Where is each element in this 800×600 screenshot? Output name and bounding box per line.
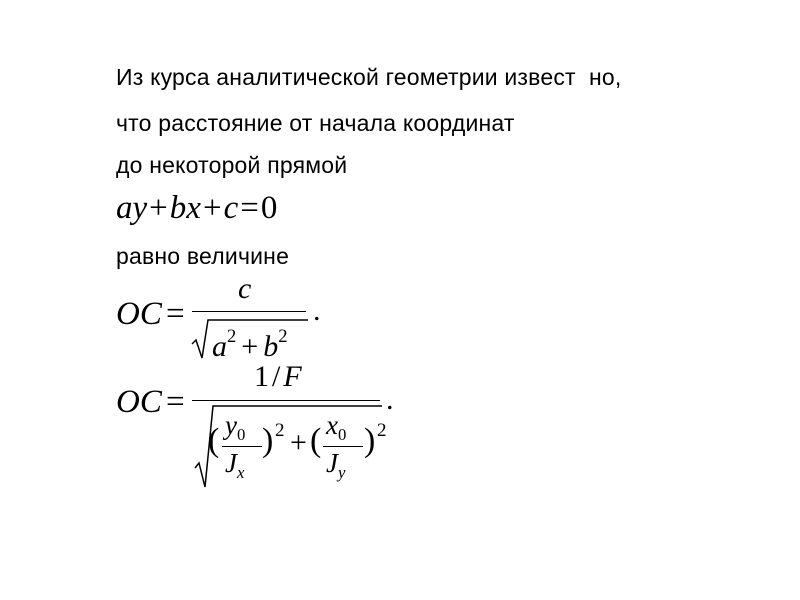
formula2-frac1-bar: [222, 446, 262, 447]
formula2-frac2-J: J: [326, 448, 338, 478]
formula1-period: .: [313, 294, 321, 327]
formula2-frac1-J: J: [225, 448, 237, 478]
formula1-den-plus: +: [241, 329, 259, 363]
line-equation: [116, 188, 277, 227]
formula2-rparen-1: ): [262, 422, 274, 459]
formula2-fraction-bar: [192, 400, 380, 401]
eq-term-ay: ay: [116, 190, 148, 226]
formula2-equals: =: [166, 384, 185, 420]
text-line-1: Из курса аналитической геометрии извест но,: [116, 64, 622, 90]
formula1-lhs: OC: [116, 296, 162, 332]
formula2-exp-1: 2: [275, 420, 285, 441]
eq-plus-1: +: [149, 190, 168, 226]
formula2-exp-2: 2: [377, 420, 387, 441]
formula2-frac1-bottom: [225, 448, 244, 483]
formula2-frac2-x: x: [326, 410, 338, 440]
formula2-rparen-2: ): [364, 422, 376, 459]
formula1-equals: =: [166, 296, 185, 332]
formula2-frac1-J-sub: x: [236, 462, 245, 482]
text-line-2: что расстояние от начала координат: [116, 110, 515, 136]
formula2-lhs: OC: [116, 384, 162, 420]
formula2-frac2-top: [326, 410, 346, 445]
formula1-den-exp-a: 2: [227, 326, 237, 347]
eq-zero: 0: [260, 190, 278, 226]
text-line-3: до некоторой прямой: [116, 152, 348, 178]
eq-plus-2: +: [202, 190, 222, 226]
formula1-den-a: a: [212, 329, 227, 363]
eq-term-bx: bx: [169, 190, 201, 226]
formula2-num-slash: /: [272, 360, 281, 393]
formula1-fraction-bar: [192, 311, 306, 312]
formula2-lparen-2: (: [310, 422, 322, 459]
formula2-frac1-y-sub: 0: [236, 424, 246, 444]
formula2-plus: +: [290, 426, 307, 459]
formula2-frac2-bottom: [326, 448, 345, 483]
formula1-numerator: c: [238, 272, 252, 305]
formula2-num-F: F: [283, 360, 302, 393]
formula2-num-one: 1: [254, 360, 269, 393]
formula2-frac2-J-sub: y: [337, 462, 346, 482]
formula1-den-exp-b: 2: [278, 326, 288, 347]
text-line-5: равно величине: [116, 243, 290, 269]
formula2-period: .: [386, 383, 394, 416]
formula2-numerator: [254, 360, 302, 394]
eq-equals: =: [240, 190, 259, 226]
eq-term-c: c: [223, 190, 239, 226]
formula2-frac2-x-sub: 0: [337, 424, 347, 444]
formula2-frac1-y: y: [225, 410, 237, 440]
formula1-denominator: [212, 326, 288, 364]
formula2-lparen-1: (: [208, 422, 220, 459]
formula1-den-b: b: [263, 329, 279, 363]
formula2-frac1-top: [225, 410, 245, 445]
formula2-frac2-bar: [323, 446, 363, 447]
